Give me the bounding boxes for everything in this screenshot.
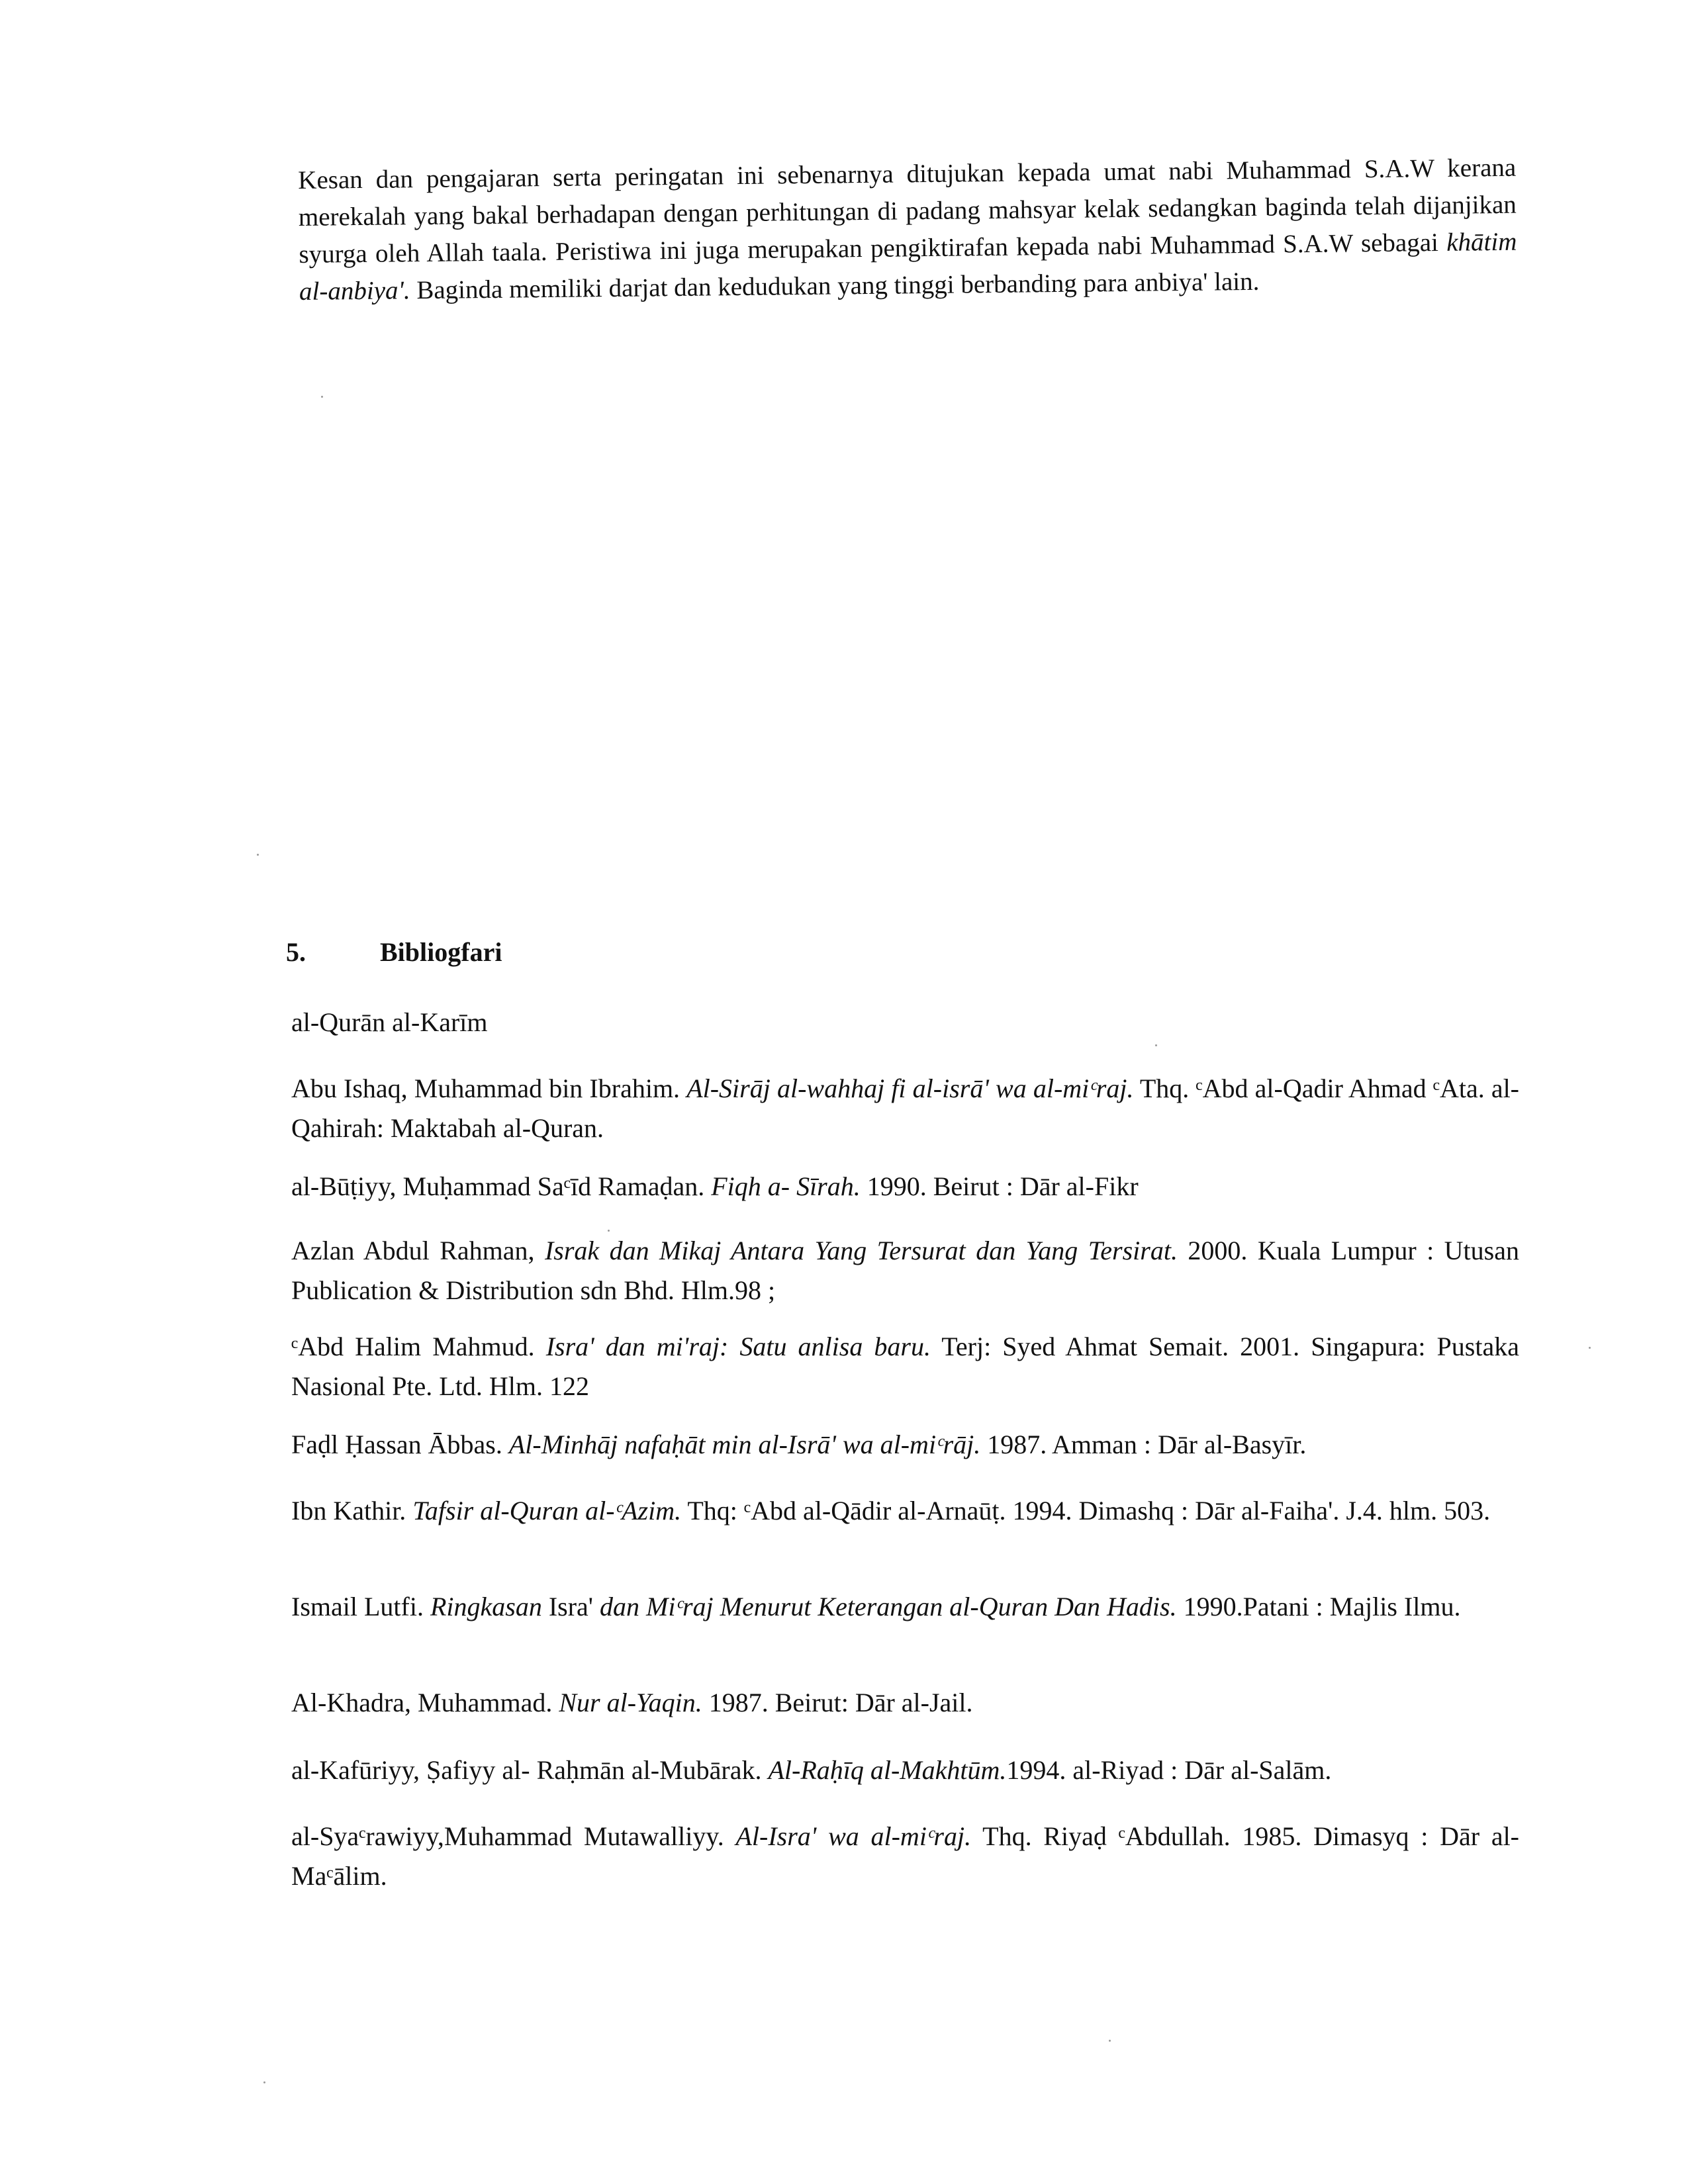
entry-publication-continued: 1990.Patani : Majlis Ilmu.: [1176, 1592, 1461, 1621]
bibliography-entry: [291, 1817, 1519, 1896]
intro-text: Kesan dan pengajaran serta peringatan ini sebenarnya ditujukan kepada umat nabi Muhammad S.A.W kerana merekalah yang bakal berhadapan dengan perhitungan di padang mahsyar kelak sedangkan baginda telah dijanjikan syurga oleh Allah taala. Peristiwa ini juga merupakan pengiktirafan kepada nabi Muhammad S.A.W sebagai: [298, 153, 1517, 269]
intro-text-after: Baginda memiliki darjat dan kedudukan yang tinggi berbanding para anbiya' lain.: [410, 267, 1260, 305]
entry-title: Fiqh a- Sīrah.: [711, 1171, 861, 1201]
entry-publication: 1987. Amman : Dār al-Basyīr.: [980, 1430, 1307, 1459]
entry-title: Ringkasan: [430, 1592, 542, 1621]
bibliography-entry: [291, 1069, 1519, 1148]
intro-paragraph: [298, 150, 1517, 310]
bibliography-entry: [291, 1751, 1519, 1790]
bibliography-entry: [291, 1587, 1519, 1627]
bibliography-entry: [291, 1683, 1519, 1723]
bibliography-entry: [291, 1003, 1519, 1042]
entry-publication: 1990. Beirut : Dār al-Fikr: [860, 1171, 1139, 1201]
entry-title: Al-Sirāj al-wahhaj fi al-isrā' wa al-miᶜraj.: [686, 1073, 1134, 1103]
entry-author: Ibn Kathir.: [291, 1496, 413, 1525]
entry-publication: Thq. ᶜAbd al-Qadir Ahmad ᶜAta. al-Qahirah: Maktabah al-Quran.: [291, 1073, 1520, 1143]
entry-publication: Isra': [541, 1592, 600, 1621]
entry-author: Ismail Lutfi.: [291, 1592, 430, 1621]
bibliography-entry: [291, 1231, 1519, 1310]
entry-title: Al-Minhāj nafaḥāt min al-Isrā' wa al-miᶜrāj.: [508, 1430, 981, 1459]
entry-title: Al-Raḥīq al-Makhtūm.: [768, 1755, 1007, 1785]
scan-speck: [257, 854, 259, 856]
intro-italic-term: khātim al-anbiya'.: [299, 227, 1517, 306]
entry-author: al-Būṭiyy, Muḥammad Saᶜīd Ramaḍan.: [291, 1171, 712, 1201]
entry-author: Al-Khadra, Muhammad.: [291, 1688, 559, 1717]
scan-speck: [1155, 1044, 1157, 1046]
scan-speck: [1589, 1347, 1591, 1349]
entry-title: Nur al-Yaqin.: [559, 1688, 702, 1717]
entry-publication: Thq. Riyaḍ ᶜAbdullah. 1985. Dimasyq : Dār al-Maᶜālim.: [291, 1821, 1520, 1891]
entry-title: Isra' dan mi'raj: Satu anlisa baru.: [545, 1332, 931, 1361]
entry-author: Azlan Abdul Rahman,: [291, 1236, 545, 1265]
section-heading: [286, 936, 502, 968]
scan-speck: [1109, 2040, 1111, 2042]
entry-title: Tafsir al-Quran al-ᶜAzim.: [412, 1496, 682, 1525]
section-number: 5.: [286, 937, 306, 967]
bibliography-entry: [291, 1167, 1519, 1206]
entry-publication: 1987. Beirut: Dār al-Jail.: [702, 1688, 973, 1717]
entry-author: Abu Ishaq, Muhammad bin Ibrahim.: [291, 1073, 687, 1103]
bibliography-entry: [291, 1425, 1519, 1465]
entry-title-continued: dan Miᶜraj Menurut Keterangan al-Quran Dan Hadis.: [600, 1592, 1177, 1621]
entry-publication: 1994. al-Riyad : Dār al-Salām.: [1006, 1755, 1332, 1785]
scan-speck: [321, 396, 323, 398]
entry-author: al-Qurān al-Karīm: [291, 1007, 488, 1037]
entry-publication: Thq: ᶜAbd al-Qādir al-Arnaūṭ. 1994. Dimashq : Dār al-Faiha'. J.4. hlm. 503.: [681, 1496, 1491, 1525]
entry-title: Israk dan Mikaj Antara Yang Tersurat dan Yang Tersirat.: [544, 1236, 1178, 1265]
bibliography-entry: [291, 1327, 1519, 1406]
entry-publication: Terj: Syed Ahmat Semait. 2001. Singapura: Pustaka Nasional Pte. Ltd. Hlm. 122: [291, 1332, 1519, 1401]
entry-publication: 2000. Kuala Lumpur : Utusan Publication & Distribution sdn Bhd. Hlm.98 ;: [291, 1236, 1519, 1305]
entry-author: al-Syaᶜrawiyy,Muhammad Mutawalliyy.: [291, 1821, 736, 1851]
entry-title: Al-Isra' wa al-miᶜraj.: [735, 1821, 972, 1851]
scan-speck: [608, 1230, 610, 1232]
entry-author: ᶜAbd Halim Mahmud.: [291, 1332, 546, 1361]
entry-author: al-Kafūriyy, Ṣafiyy al- Raḥmān al-Mubārak.: [291, 1755, 769, 1785]
scan-speck: [263, 2081, 265, 2083]
bibliography-entry: [291, 1491, 1519, 1531]
section-title: Bibliogfari: [380, 937, 502, 967]
entry-author: Faḍl Ḥassan Ābbas.: [291, 1430, 509, 1459]
